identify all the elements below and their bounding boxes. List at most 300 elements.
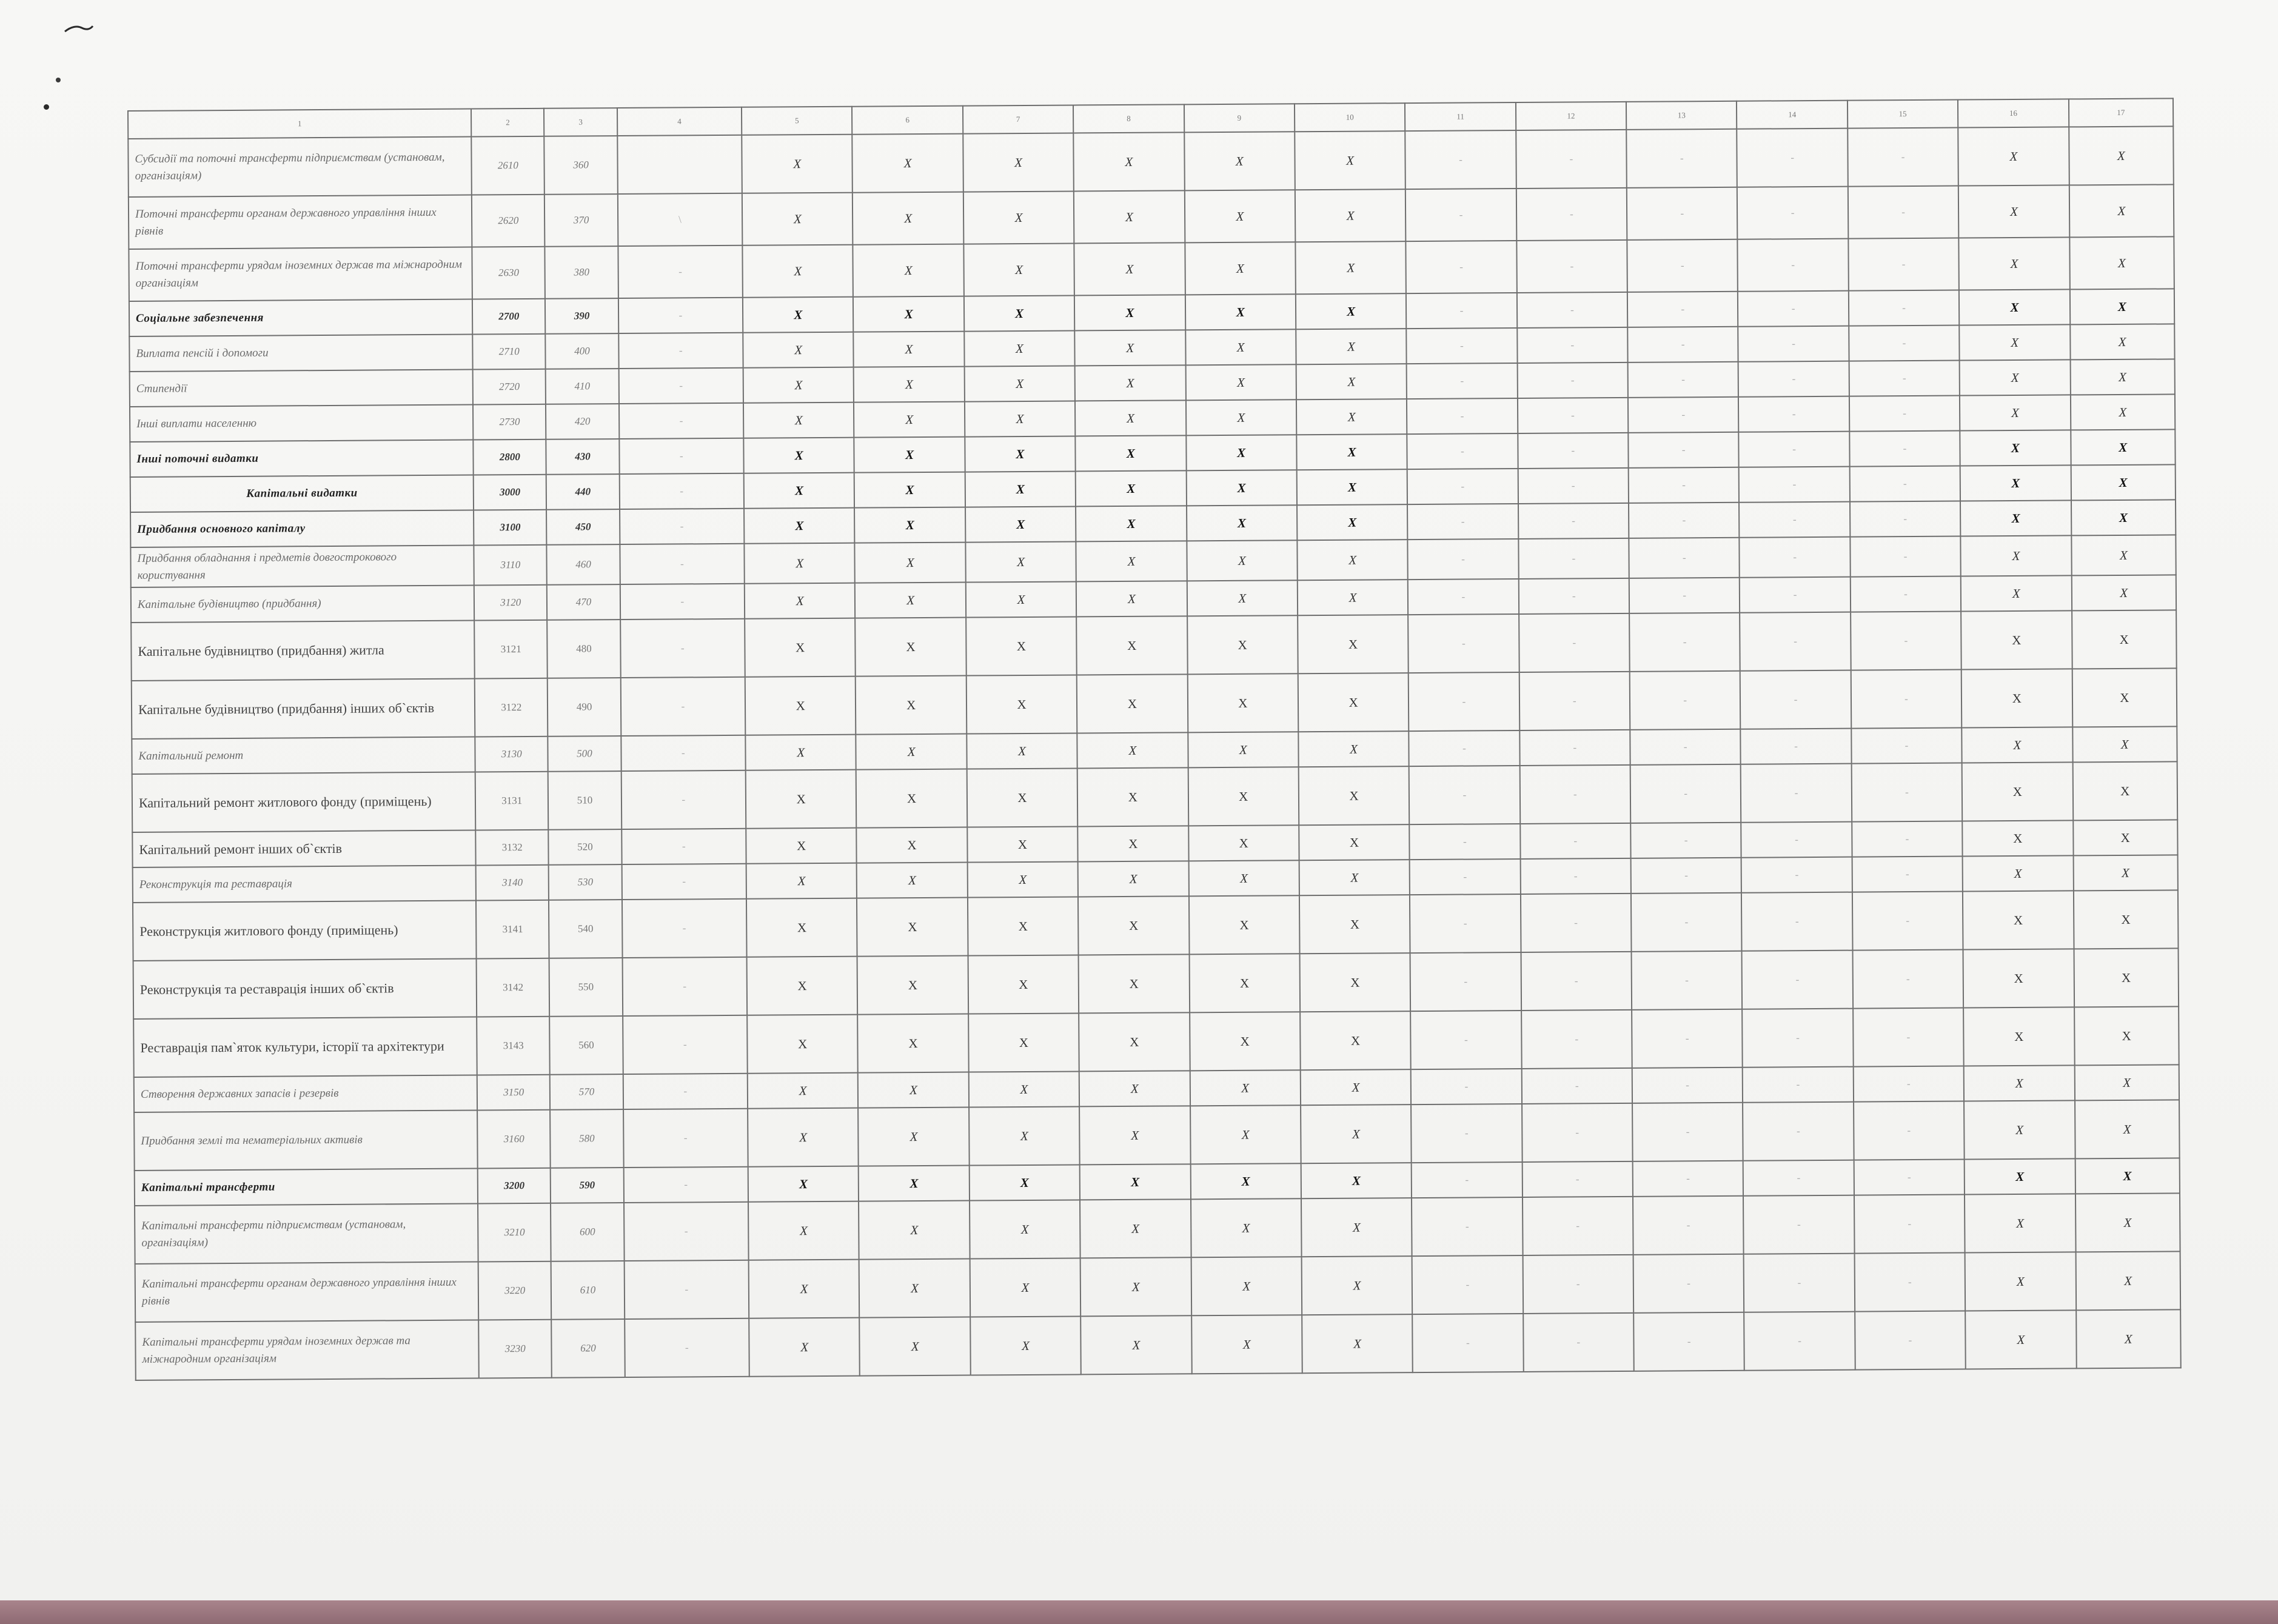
table-cell: - [1851, 670, 1962, 729]
table-cell: X [1076, 470, 1187, 506]
table-cell: - [1633, 1196, 1744, 1255]
row-code: 600 [551, 1203, 624, 1261]
table-cell: X [2073, 855, 2178, 891]
table-cell: X [969, 1106, 1080, 1165]
table-cell: - [1523, 1255, 1633, 1314]
table-cell: X [1188, 860, 1299, 896]
column-number: 15 [1848, 100, 1958, 129]
table-cell: - [620, 584, 745, 620]
kekv-code: 2800 [474, 439, 547, 475]
table-cell: X [1079, 1071, 1190, 1106]
table-cell: X [857, 827, 968, 863]
table-cell: - [1627, 239, 1738, 292]
kekv-code: 2630 [472, 247, 546, 299]
table-cell: - [620, 619, 745, 678]
row-label: Виплата пенсій і допомоги [129, 335, 473, 372]
table-cell: X [1186, 399, 1297, 435]
row-code: 440 [546, 474, 620, 510]
table-cell: - [1523, 1313, 1634, 1372]
kekv-code: 2710 [472, 334, 546, 370]
table-cell: - [1407, 504, 1518, 540]
table-cell: X [1961, 610, 2072, 669]
table-cell: - [1739, 467, 1850, 503]
table-cell: X [1077, 674, 1188, 733]
table-cell: X [749, 1318, 860, 1377]
table-cell: X [965, 506, 1076, 542]
table-cell: X [854, 472, 965, 508]
table-cell: X [1962, 820, 2073, 856]
table-cell: X [968, 897, 1079, 955]
table-cell: X [744, 543, 855, 584]
table-cell: - [1739, 432, 1850, 467]
row-label: Придбання основного капіталу [130, 510, 474, 547]
table-cell: X [967, 826, 1078, 862]
table-cell: X [1964, 1100, 2075, 1159]
table-cell: X [2073, 820, 2178, 855]
table-cell: X [749, 1260, 860, 1318]
row-code: 360 [544, 136, 618, 195]
table-cell: - [1410, 859, 1521, 895]
table-cell: - [1742, 951, 1853, 1009]
kekv-code: 3141 [476, 900, 549, 959]
table-cell: - [622, 957, 747, 1016]
column-number: 10 [1295, 103, 1405, 132]
table-cell: - [1412, 1255, 1523, 1314]
kekv-code: 3150 [477, 1075, 551, 1111]
table-cell: - [1409, 672, 1519, 731]
table-cell: X [1296, 329, 1407, 364]
table-row [135, 1309, 2181, 1380]
table-cell: X [742, 245, 853, 298]
row-code: 610 [551, 1261, 625, 1320]
table-cell: X [1078, 896, 1189, 955]
table-cell: X [1963, 1007, 2074, 1066]
page-bottom-edge [0, 1600, 2278, 1624]
ink-dot [44, 104, 49, 110]
table-cell: X [1073, 132, 1184, 191]
table-cell: X [1074, 190, 1185, 243]
table-cell: X [747, 1015, 858, 1074]
table-cell: X [2076, 1309, 2181, 1368]
table-cell: X [856, 769, 967, 828]
table-cell: - [1741, 857, 1852, 893]
table-cell: X [2070, 324, 2175, 359]
table-cell: - [1741, 822, 1852, 858]
table-cell: X [1079, 1106, 1190, 1165]
table-cell: X [859, 1259, 970, 1318]
table-cell: - [1407, 469, 1518, 504]
row-code: 510 [548, 771, 621, 830]
table-cell: X [853, 192, 963, 245]
table-cell: - [1855, 1311, 1966, 1370]
table-cell: - [1405, 189, 1516, 241]
row-code: 390 [545, 298, 618, 334]
table-cell: X [855, 583, 966, 618]
table-cell: - [1740, 612, 1851, 671]
table-cell: X [2069, 126, 2174, 185]
table-cell: X [1965, 1310, 2076, 1369]
table-cell: X [2071, 575, 2176, 610]
table-cell: - [1854, 1160, 1965, 1195]
column-number: 8 [1073, 104, 1184, 133]
kekv-code: 3000 [474, 475, 547, 510]
table-cell: X [1299, 860, 1410, 895]
table-cell: X [1302, 1256, 1413, 1315]
table-cell: - [1739, 502, 1850, 538]
table-cell: X [1299, 953, 1410, 1012]
row-code: 490 [548, 678, 621, 737]
table-cell: - [623, 1015, 748, 1074]
table-cell: X [1965, 1194, 2075, 1252]
table-cell: X [1296, 434, 1407, 470]
table-cell: - [1849, 396, 1960, 432]
table-cell: - [1737, 187, 1848, 239]
table-cell: X [744, 473, 855, 509]
kekv-code: 3130 [475, 737, 548, 772]
table-cell: X [964, 295, 1075, 331]
table-cell: - [1851, 728, 1962, 764]
table-cell: - [1411, 1069, 1522, 1104]
table-cell: - [1519, 730, 1630, 766]
table-cell: X [1076, 616, 1187, 675]
table-cell: X [1963, 949, 2074, 1007]
kekv-code: 3131 [475, 772, 549, 830]
row-label: Інші поточні видатки [130, 440, 474, 477]
table-cell: - [1740, 577, 1851, 613]
table-cell: - [619, 473, 744, 509]
table-cell: - [1410, 952, 1521, 1011]
table-cell: - [1518, 503, 1629, 539]
kekv-code: 3122 [475, 678, 548, 737]
table-cell: X [1959, 289, 2070, 325]
table-cell: - [1521, 1068, 1632, 1104]
row-label: Придбання землі та нематеріальних активів [134, 1111, 478, 1171]
table-cell: X [1299, 766, 1410, 825]
table-cell: X [965, 436, 1076, 472]
table-cell: X [1296, 364, 1407, 399]
row-code: 590 [551, 1168, 624, 1203]
table-cell: X [970, 1258, 1080, 1317]
table-cell: X [1299, 824, 1410, 860]
table-cell: - [1407, 398, 1518, 434]
table-cell: X [2070, 394, 2175, 430]
column-number: 11 [1405, 102, 1516, 131]
table-cell: X [1075, 400, 1186, 436]
table-cell: - [1521, 952, 1632, 1011]
row-label: Капітальне будівництво (придбання) інших об`єктів [132, 679, 475, 739]
table-cell: - [1629, 538, 1740, 578]
table-cell: X [856, 734, 967, 770]
table-cell: X [854, 507, 965, 543]
table-cell: X [1961, 535, 2072, 576]
table-cell: X [860, 1317, 971, 1376]
table-cell: X [1077, 767, 1188, 826]
table-cell: - [1516, 130, 1627, 189]
table-cell: X [966, 675, 1077, 733]
table-cell: X [1190, 1105, 1301, 1164]
table-cell: X [1191, 1198, 1302, 1257]
table-cell: - [1849, 290, 1960, 326]
table-cell: - [1744, 1254, 1855, 1312]
table-cell: - [1848, 186, 1959, 239]
table-cell: X [858, 1072, 969, 1108]
table-cell: X [1075, 365, 1186, 401]
budget-table [127, 98, 2182, 1381]
table-cell: X [966, 581, 1077, 617]
table-cell: - [1629, 467, 1740, 503]
table-cell: - [1738, 291, 1849, 327]
table-cell: X [1077, 732, 1188, 768]
table-cell: X [2074, 1064, 2179, 1100]
table-cell: - [1405, 130, 1516, 189]
table-cell: X [748, 1201, 859, 1260]
column-number: 1 [128, 109, 471, 139]
table-cell: X [1190, 1070, 1301, 1106]
table-cell: X [743, 297, 854, 333]
column-number: 13 [1626, 101, 1737, 130]
table-cell: - [623, 1167, 748, 1203]
table-cell: X [1295, 189, 1406, 242]
table-cell [617, 135, 742, 194]
column-number: 12 [1516, 102, 1627, 130]
table-cell: X [1297, 469, 1408, 505]
table-cell: - [1854, 1101, 1965, 1160]
table-cell: - [1519, 613, 1630, 672]
row-code: 420 [546, 404, 619, 439]
table-cell: X [746, 863, 857, 899]
row-label: Соціальне забезпечення [129, 299, 473, 336]
row-code: 470 [547, 584, 620, 620]
table-cell: - [1520, 858, 1631, 894]
table-cell: X [1298, 615, 1409, 673]
row-code: 620 [552, 1319, 625, 1378]
kekv-code: 3220 [478, 1261, 552, 1320]
table-cell: X [744, 508, 855, 544]
table-cell: - [1743, 1160, 1854, 1196]
table-cell: X [2069, 184, 2174, 237]
kekv-code: 3100 [474, 510, 547, 546]
row-code: 480 [548, 620, 621, 678]
table-cell: - [1521, 894, 1632, 952]
table-cell: X [1299, 895, 1410, 954]
ink-dot [56, 78, 61, 82]
table-cell: - [1410, 894, 1521, 953]
table-cell: - [1854, 1066, 1965, 1102]
table-cell: - [1743, 1067, 1854, 1103]
table-cell: - [1850, 501, 1961, 537]
table-cell: X [1301, 1069, 1412, 1105]
row-label: Поточні трансферти урядам іноземних держав та міжнародним організаціям [129, 247, 472, 301]
table-cell: X [854, 402, 965, 438]
table-cell: X [745, 735, 856, 770]
table-cell: X [742, 193, 853, 246]
table-cell: X [1965, 1252, 2076, 1311]
table-cell: - [1408, 539, 1519, 580]
table-cell: - [1518, 538, 1629, 579]
table-cell: X [2073, 890, 2178, 949]
table-cell: X [1298, 673, 1409, 732]
table-cell: - [1627, 327, 1738, 363]
table-cell: - [1628, 432, 1739, 468]
table-cell: X [966, 768, 1077, 827]
table-cell: X [1185, 329, 1296, 365]
row-label: Капітальне будівництво (придбання) [131, 586, 475, 623]
table-cell: X [2069, 289, 2174, 324]
table-cell: X [1074, 330, 1185, 366]
table-cell: - [621, 770, 746, 829]
row-label: Створення державних запасів і резервів [134, 1075, 478, 1112]
table-cell: - [1632, 951, 1743, 1010]
table-cell: X [2072, 610, 2177, 669]
row-label: Реставрація пам`яток культури, історії та архітектури [133, 1017, 477, 1077]
table-cell: - [1854, 1195, 1965, 1254]
table-cell: - [1851, 763, 1962, 822]
row-code: 570 [550, 1074, 623, 1110]
table-cell: X [1185, 242, 1296, 295]
table-cell: - [1629, 578, 1740, 613]
kekv-code: 3142 [477, 958, 550, 1017]
table-cell: - [1738, 239, 1849, 292]
table-cell: X [856, 676, 966, 735]
row-code: 530 [549, 864, 622, 900]
table-cell: X [1076, 506, 1187, 541]
table-cell: - [1410, 824, 1521, 860]
kekv-code: 2730 [473, 404, 546, 440]
table-cell: X [1963, 891, 2074, 949]
table-cell: X [1191, 1315, 1302, 1374]
table-cell: - [1518, 398, 1629, 433]
table-cell: X [1961, 575, 2072, 611]
table-cell: X [742, 135, 853, 193]
table-cell: - [1741, 892, 1852, 951]
table-cell: - [1410, 1011, 1521, 1069]
table-cell: - [1744, 1312, 1855, 1371]
table-cell: - [1630, 764, 1741, 823]
column-number: 17 [2069, 98, 2174, 127]
table-cell: X [853, 296, 964, 332]
table-cell: X [2072, 761, 2177, 820]
table-cell: X [969, 1071, 1080, 1107]
table-cell: X [1185, 364, 1296, 400]
table-cell: - [618, 368, 743, 404]
table-cell: X [1074, 242, 1185, 295]
table-cell: - [625, 1318, 749, 1377]
table-cell: X [1189, 895, 1300, 954]
table-cell: X [1958, 185, 2069, 238]
table-cell: X [2069, 236, 2174, 289]
table-cell: - [1628, 397, 1739, 433]
kekv-code: 2700 [472, 299, 546, 335]
table-cell: X [748, 1108, 859, 1167]
column-number: 7 [963, 105, 1074, 133]
kekv-code: 3120 [474, 585, 548, 621]
table-cell: X [1960, 465, 2071, 501]
table-cell: - [1406, 293, 1517, 329]
table-cell: - [1518, 433, 1629, 469]
table-cell: - [624, 1260, 749, 1319]
table-cell: - [1518, 578, 1629, 614]
table-cell: X [1079, 954, 1190, 1013]
pen-mark [64, 24, 94, 33]
table-cell: - [1519, 765, 1630, 824]
table-cell: X [857, 863, 968, 898]
table-cell: X [1301, 1104, 1412, 1163]
table-cell: X [743, 367, 854, 403]
table-cell: \ [617, 193, 742, 246]
table-cell: X [743, 332, 854, 368]
table-cell: - [1633, 1161, 1744, 1197]
table-cell: X [2071, 535, 2176, 575]
column-number: 6 [852, 106, 963, 135]
table-cell: X [1080, 1164, 1191, 1200]
table-cell: - [1740, 670, 1851, 729]
table-cell: X [969, 1165, 1080, 1200]
table-cell: X [853, 244, 964, 297]
table-cell: X [856, 618, 966, 677]
table-cell: - [1408, 614, 1519, 673]
table-cell: - [619, 438, 744, 474]
table-cell: - [1743, 1102, 1854, 1161]
table-cell: X [965, 541, 1076, 582]
row-label: Інші виплати населенню [130, 405, 474, 442]
row-code: 400 [546, 333, 619, 369]
table-cell: X [1961, 669, 2072, 727]
row-label: Капітальне будівництво (придбання) житла [131, 621, 475, 681]
row-label: Капітальні трансферти [135, 1169, 478, 1206]
table-cell: - [1630, 671, 1741, 730]
table-body [128, 126, 2180, 1380]
table-cell: X [1188, 767, 1299, 826]
table-cell: X [1078, 861, 1189, 897]
column-number: 9 [1184, 104, 1295, 132]
table-cell: X [1188, 732, 1299, 767]
row-label: Капітальні трансферти урядам іноземних держав та міжнародним організаціям [135, 1320, 479, 1380]
table-cell: X [1961, 727, 2072, 763]
kekv-code: 3160 [477, 1110, 551, 1169]
table-cell: X [1302, 1314, 1413, 1373]
table-cell: - [1407, 328, 1518, 364]
kekv-code: 3200 [478, 1168, 551, 1204]
table-cell: X [745, 618, 856, 677]
table-cell: X [1959, 324, 2070, 360]
table-cell: - [1412, 1162, 1523, 1198]
column-number: 5 [742, 107, 853, 135]
table-cell: - [1516, 188, 1627, 241]
table-cell: X [1296, 293, 1407, 329]
table-cell: X [1298, 580, 1409, 615]
table-cell: X [1187, 505, 1298, 541]
table-cell: - [623, 1109, 748, 1168]
table-cell: X [1301, 1198, 1412, 1257]
table-cell: - [620, 509, 745, 544]
table-cell: X [1074, 295, 1185, 330]
table-cell: X [1962, 762, 2073, 821]
table-cell: X [1188, 825, 1299, 861]
table-cell: - [1630, 729, 1741, 765]
table-cell: - [1521, 1010, 1632, 1069]
row-label: Капітальний ремонт житлового фонду (приміщень) [132, 772, 476, 832]
table-cell: X [1295, 131, 1405, 190]
table-cell: - [1627, 292, 1738, 327]
table-cell: - [1738, 361, 1849, 397]
table-cell: X [966, 617, 1077, 675]
table-cell: X [745, 583, 856, 619]
table-cell: X [748, 1166, 859, 1202]
table-cell: - [1408, 579, 1519, 615]
table-cell: X [747, 957, 858, 1015]
row-label: Реконструкція та реставрація [133, 866, 477, 903]
table-cell: - [1411, 1104, 1522, 1163]
